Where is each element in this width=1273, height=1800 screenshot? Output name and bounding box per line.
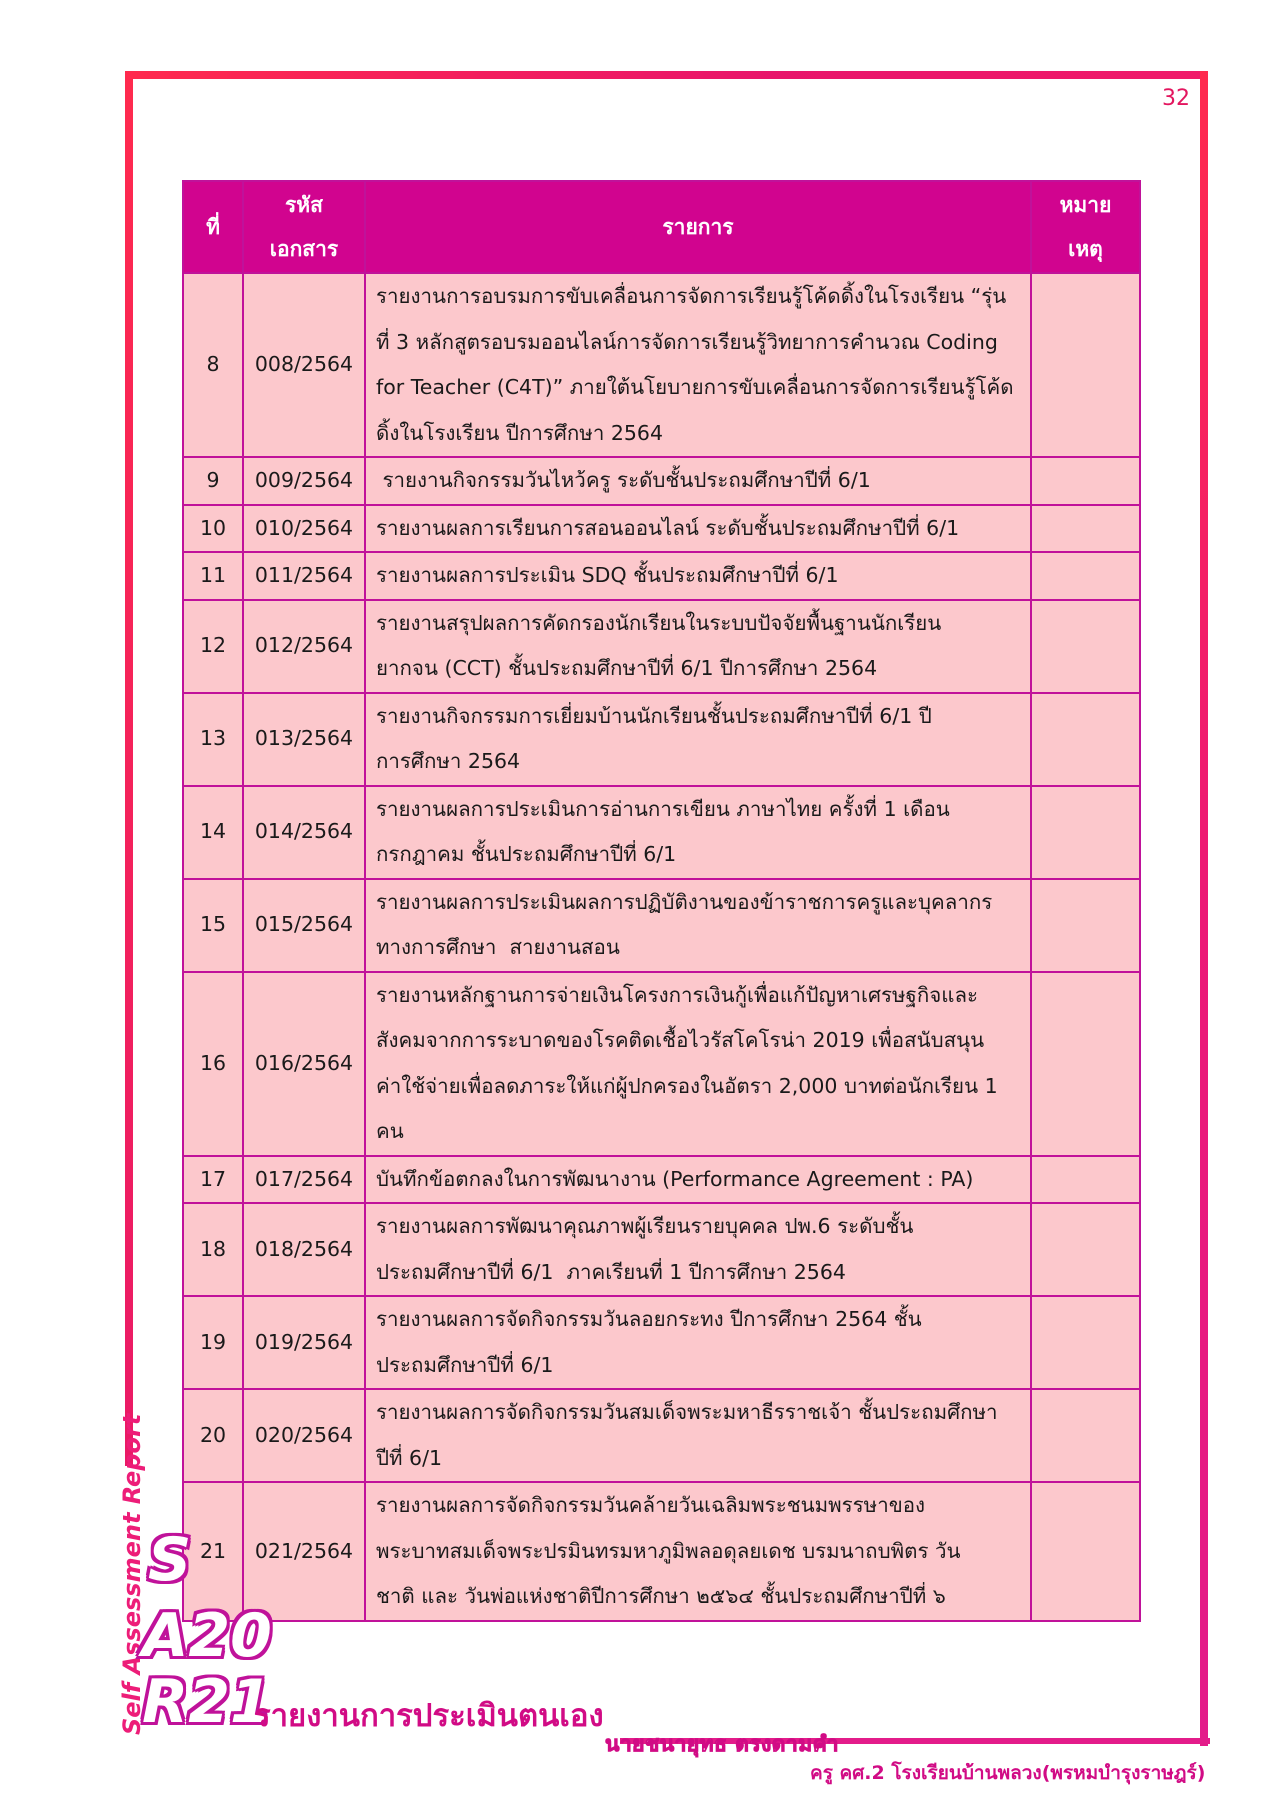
document-code: 012/2564: [243, 600, 365, 693]
row-number: 16: [183, 972, 243, 1156]
row-number: 9: [183, 457, 243, 505]
document-code: 015/2564: [243, 879, 365, 972]
document-code: 014/2564: [243, 786, 365, 879]
row-number: 21: [183, 1482, 243, 1621]
description-line: รายงานสรุปผลการคัดกรองนักเรียนในระบบปัจจัยพื้นฐานนักเรียน: [376, 610, 942, 635]
item-description: [365, 552, 1031, 600]
table-row: [183, 457, 1140, 505]
item-description: [365, 505, 1031, 553]
header-code-line1: รหัส: [285, 193, 323, 217]
item-description: [365, 1203, 1031, 1296]
item-description: [365, 786, 1031, 879]
note-cell: [1031, 600, 1140, 693]
teacher-role: ครู คศ.2 โรงเรียนบ้านพลวง(พรหมบำรุงราษฎร์): [810, 1762, 1206, 1784]
header-no: ที่: [183, 181, 243, 273]
note-cell: [1031, 1482, 1140, 1621]
table-row: [183, 693, 1140, 786]
item-description: [365, 1482, 1031, 1621]
note-cell: [1031, 457, 1140, 505]
description-line: for Teacher (C4T)” ภายใต้นโยบายการขับเคลื่อนการจัดการเรียนรู้โค้ด: [376, 375, 1014, 399]
description-line: รายงานผลการจัดกิจกรรมวันลอยกระทง ปีการศึกษา 2564 ชั้น: [376, 1307, 922, 1331]
page-number: 32: [1162, 86, 1190, 111]
description-line: พระบาทสมเด็จพระปรมินทรมหาภูมิพลอดุลยเดช บรมนาถบพิตร วัน: [376, 1538, 961, 1563]
note-cell: [1031, 1156, 1140, 1204]
row-number: 20: [183, 1389, 243, 1482]
header-note: [1031, 181, 1140, 273]
note-cell: [1031, 693, 1140, 786]
logo-s: S: [148, 1525, 192, 1595]
description-line: การศึกษา 2564: [376, 749, 521, 773]
description-line: รายงานผลการพัฒนาคุณภาพผู้เรียนรายบุคคล ปพ.6 ระดับชั้น: [376, 1214, 914, 1238]
report-title: รายงานการประเมินตนเอง: [254, 1698, 604, 1734]
table-row: [183, 1482, 1140, 1621]
description-line: ชาติ และ วันพ่อแห่งชาติปีการศึกษา ๒๕๖๔ ชั้นประถมศึกษาปีที่ ๖: [376, 1584, 946, 1608]
description-line: ที่ 3 หลักสูตรอบรมออนไลน์การจัดการเรียนรู้วิทยาการคำนวณ Coding: [376, 329, 998, 354]
description-line: รายงานกิจกรรมวันไหว้ครู ระดับชั้นประถมศึกษาปีที่ 6/1: [376, 468, 871, 492]
note-cell: [1031, 1389, 1140, 1482]
row-number: 17: [183, 1156, 243, 1204]
note-cell: [1031, 273, 1140, 457]
table-row: [183, 972, 1140, 1156]
row-number: 10: [183, 505, 243, 553]
row-number: 12: [183, 600, 243, 693]
description-line: รายงานผลการเรียนการสอนออนไลน์ ระดับชั้นประถมศึกษาปีที่ 6/1: [376, 515, 960, 540]
note-cell: [1031, 552, 1140, 600]
note-cell: [1031, 879, 1140, 972]
description-line: บันทึกข้อตกลงในการพัฒนางาน (Performance Agreement : PA): [376, 1166, 974, 1191]
table-row: [183, 1389, 1140, 1482]
note-cell: [1031, 1203, 1140, 1296]
note-cell: [1031, 972, 1140, 1156]
row-number: 11: [183, 552, 243, 600]
table-row: [183, 1203, 1140, 1296]
logo-r21: R21: [142, 1667, 272, 1737]
description-line: รายงานผลการจัดกิจกรรมวันสมเด็จพระมหาธีรราชเจ้า ชั้นประถมศึกษา: [376, 1400, 998, 1424]
description-line: รายงานการอบรมการขับเคลื่อนการจัดการเรียนรู้โค้ดดิ้งในโรงเรียน “รุ่น: [376, 284, 1007, 308]
row-number: 18: [183, 1203, 243, 1296]
item-description: [365, 693, 1031, 786]
header-code-line2: เอกสาร: [269, 237, 339, 261]
item-description: [365, 1389, 1031, 1482]
page-frame-top: [125, 71, 1208, 79]
description-line: ทางการศึกษา สายงานสอน: [376, 935, 620, 959]
document-code: 017/2564: [243, 1156, 365, 1204]
description-line: รายงานผลการจัดกิจกรรมวันคล้ายวันเฉลิมพระชนมพรรษาของ: [376, 1493, 926, 1517]
logo-a20: A20: [142, 1601, 272, 1671]
header-item: รายการ: [365, 181, 1031, 273]
document-code: 020/2564: [243, 1389, 365, 1482]
table-row: [183, 552, 1140, 600]
document-code: 021/2564: [243, 1482, 365, 1621]
table-row: [183, 786, 1140, 879]
description-line: ค่าใช้จ่ายเพื่อลดภาระให้แก่ผู้ปกครองในอัตรา 2,000 บาทต่อนักเรียน 1: [376, 1073, 998, 1098]
description-line: ดิ้งในโรงเรียน ปีการศึกษา 2564: [376, 420, 664, 445]
item-description: [365, 600, 1031, 693]
description-line: รายงานผลการประเมินการอ่านการเขียน ภาษาไทย ครั้งที่ 1 เดือน: [376, 796, 950, 821]
description-line: ประถมศึกษาปีที่ 6/1 ภาคเรียนที่ 1 ปีการศึกษา 2564: [376, 1259, 846, 1284]
teacher-name: นายชนายุทธ ตรงดามคำ: [605, 1732, 839, 1756]
document-code: 011/2564: [243, 552, 365, 600]
row-number: 8: [183, 273, 243, 457]
table-header-row: [183, 181, 1140, 273]
document-code: 019/2564: [243, 1296, 365, 1389]
document-code: 018/2564: [243, 1203, 365, 1296]
description-line: รายงานผลการประเมิน SDQ ชั้นประถมศึกษาปีที่ 6/1: [376, 563, 839, 587]
document-code: 013/2564: [243, 693, 365, 786]
row-number: 15: [183, 879, 243, 972]
row-number: 19: [183, 1296, 243, 1389]
page-frame-right: [1200, 71, 1208, 1746]
description-line: ยากจน (CCT) ชั้นประถมศึกษาปีที่ 6/1 ปีการศึกษา 2564: [376, 656, 878, 680]
item-description: [365, 1156, 1031, 1204]
description-line: ประถมศึกษาปีที่ 6/1: [376, 1352, 554, 1377]
item-description: [365, 457, 1031, 505]
description-line: สังคมจากการระบาดของโรคติดเชื้อไวรัสโคโรน่า 2019 เพื่อสนับสนุน: [376, 1028, 985, 1052]
page-frame-left: [125, 71, 133, 1466]
note-cell: [1031, 786, 1140, 879]
item-description: [365, 1296, 1031, 1389]
table-row: [183, 879, 1140, 972]
table-row: [183, 1156, 1140, 1204]
table-row: [183, 1296, 1140, 1389]
document-code: 010/2564: [243, 505, 365, 553]
description-line: รายงานกิจกรรมการเยี่ยมบ้านนักเรียนชั้นประถมศึกษาปีที่ 6/1 ปี: [376, 703, 932, 728]
description-line: คน: [376, 1119, 404, 1143]
table-row: [183, 505, 1140, 553]
item-description: [365, 879, 1031, 972]
description-line: รายงานหลักฐานการจ่ายเงินโครงการเงินกู้เพื่อแก้ปัญหาเศรษฐกิจและ: [376, 982, 979, 1007]
row-number: 13: [183, 693, 243, 786]
table-row: [183, 600, 1140, 693]
document-code: 016/2564: [243, 972, 365, 1156]
row-number: 14: [183, 786, 243, 879]
note-cell: [1031, 505, 1140, 553]
table-row: [183, 273, 1140, 457]
item-description: [365, 273, 1031, 457]
document-index-table: [182, 180, 1141, 1622]
self-assessment-report-label: Self Assessment Report: [118, 1413, 146, 1735]
item-description: [365, 972, 1031, 1156]
document-code: 009/2564: [243, 457, 365, 505]
document-code: 008/2564: [243, 273, 365, 457]
description-line: กรกฎาคม ชั้นประถมศึกษาปีที่ 6/1: [376, 842, 677, 866]
note-cell: [1031, 1296, 1140, 1389]
header-note-line2: เหตุ: [1068, 237, 1103, 261]
header-code: [243, 181, 365, 273]
description-line: รายงานผลการประเมินผลการปฏิบัติงานของข้าราชการครูและบุคลากร: [376, 889, 993, 914]
table-body: [183, 273, 1140, 1621]
description-line: ปีที่ 6/1: [376, 1445, 443, 1470]
header-note-line1: หมาย: [1059, 193, 1112, 217]
